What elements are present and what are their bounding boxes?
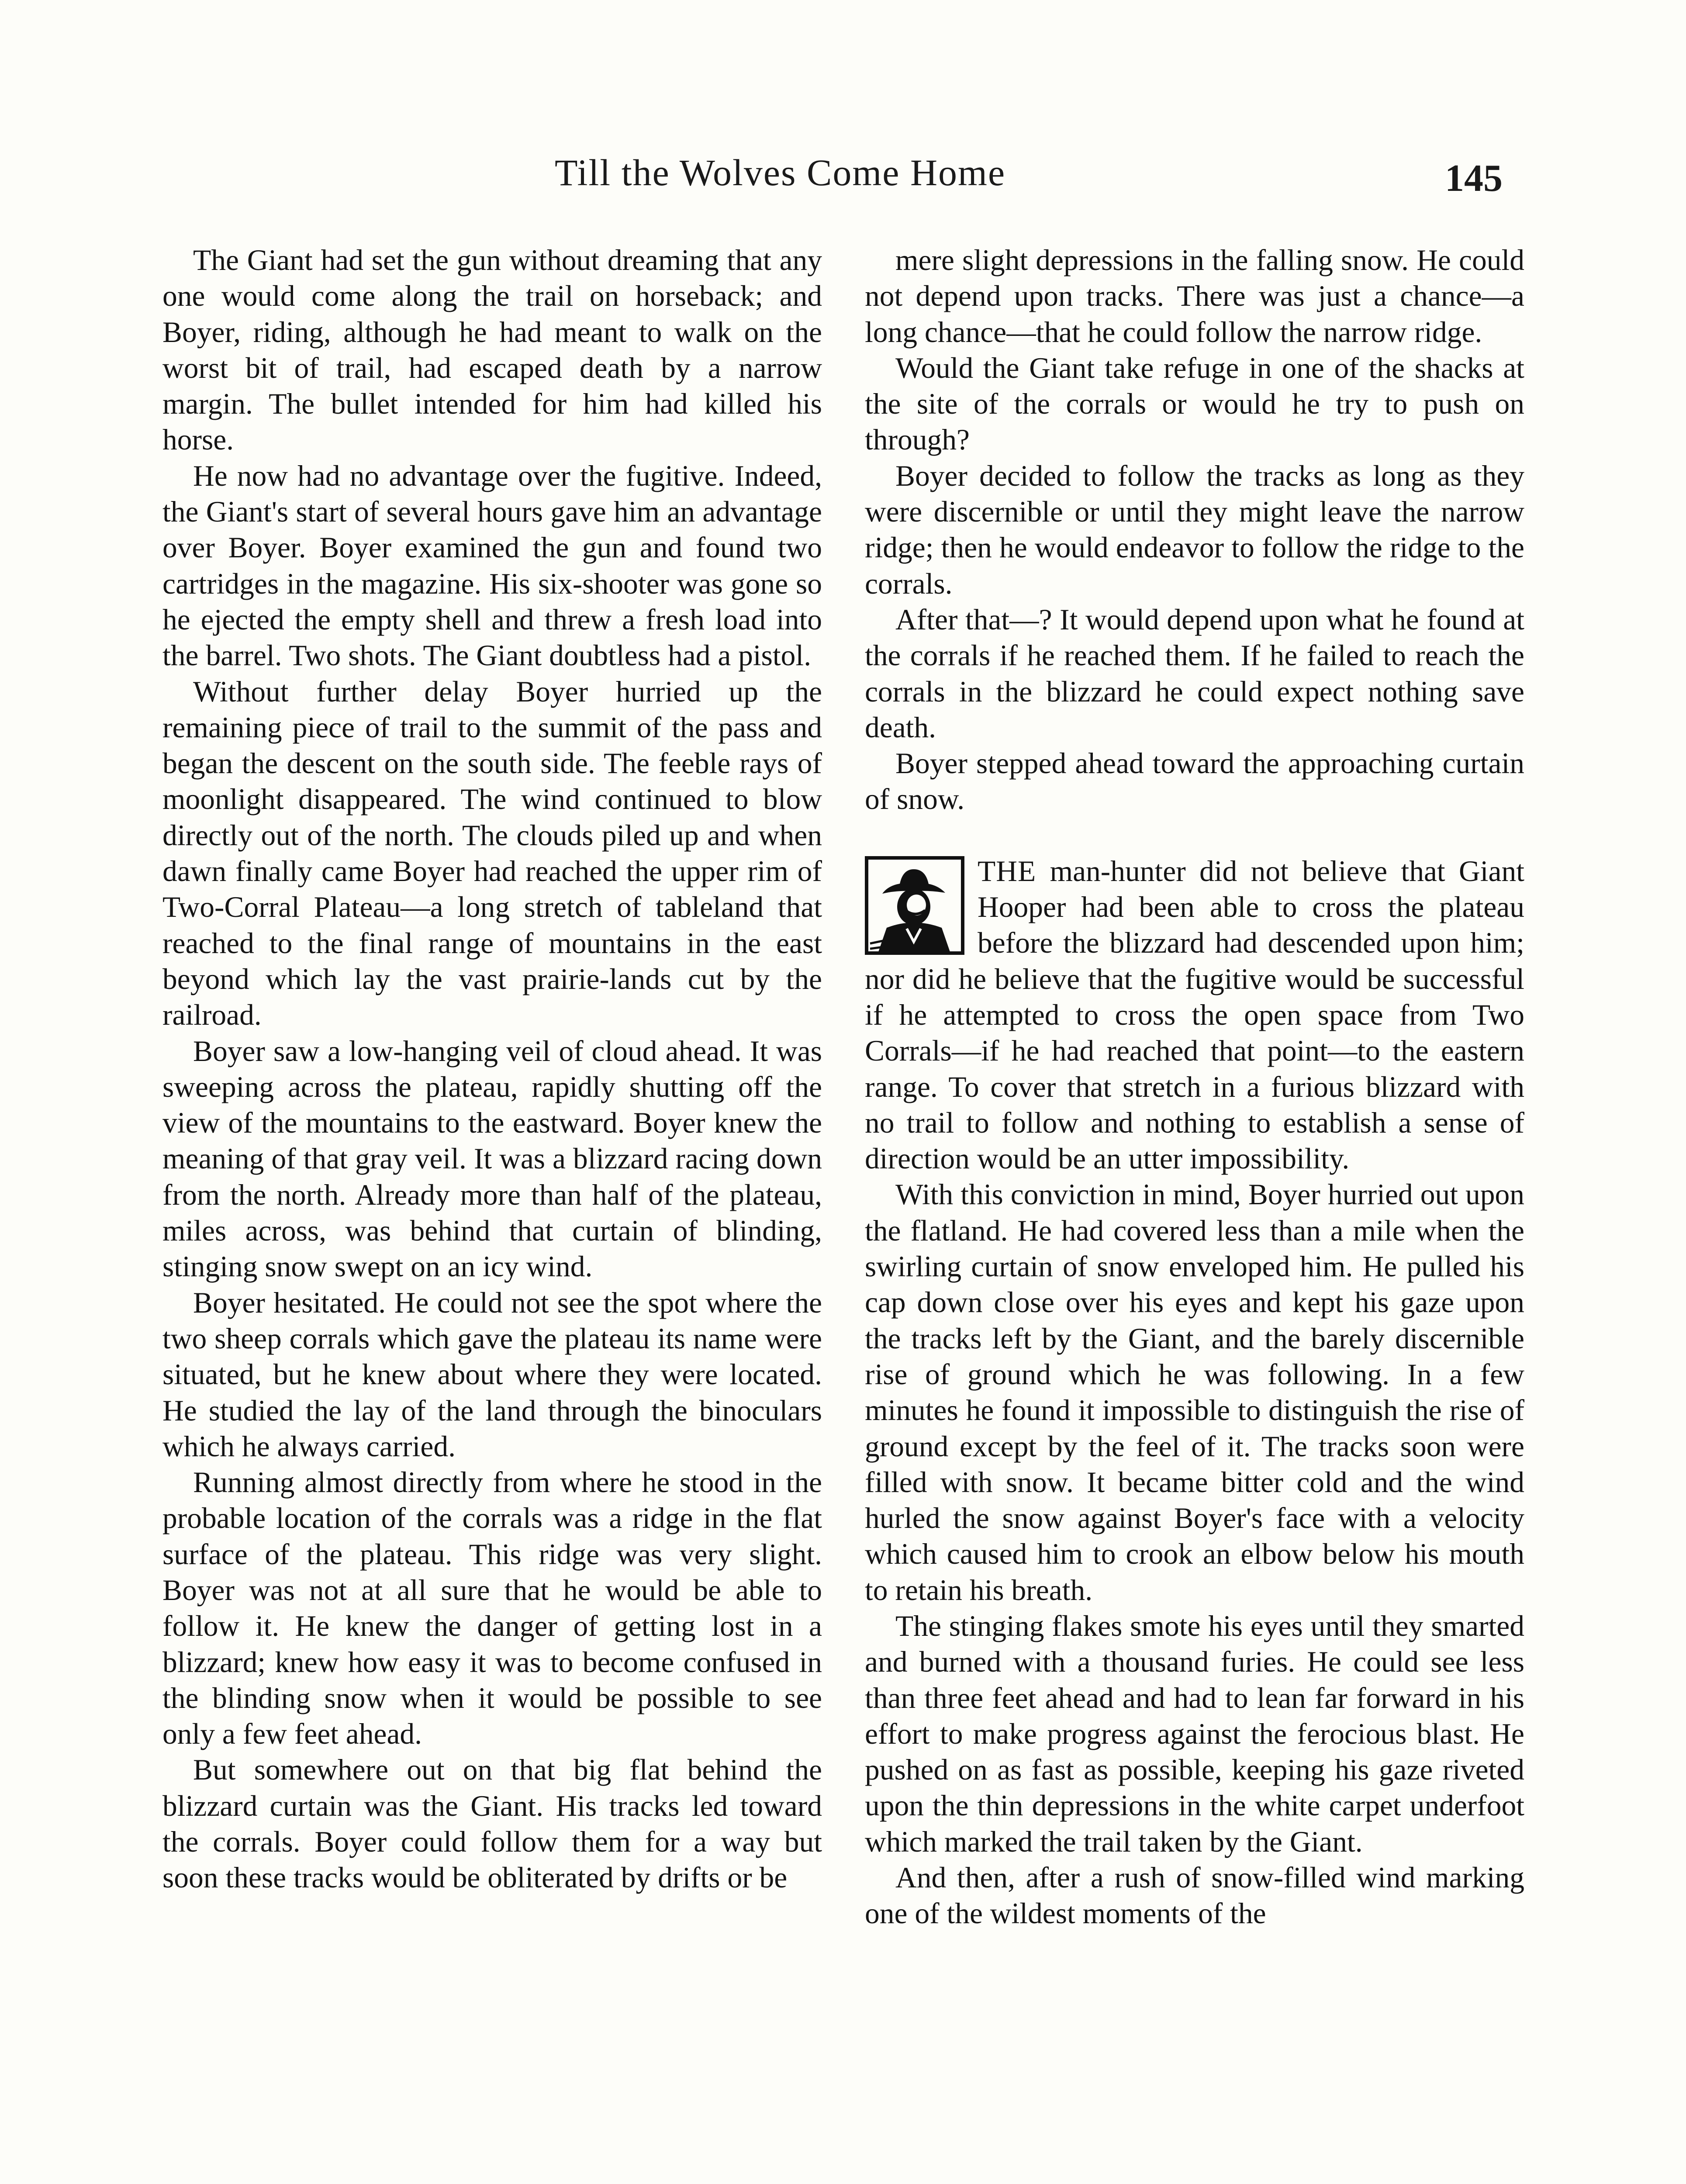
page-number: 145 bbox=[1445, 157, 1503, 200]
paragraph: Without further delay Boyer hurried up the remaining piece of trail to the summit of the pass and began the descent on the south side. The feeble rays of moonlight disappeared. The wind continued to blow directly out of the north. The clouds piled up and when dawn finally came Boyer had reached the upper rim of Two-Corral Plateau—a long stretch of tableland that reached to the final range of mountains in the east beyond which lay the vast prairie-lands cut by the railroad. bbox=[162, 675, 822, 1032]
paragraph: Boyer hesitated. He could not see the spot where the two sheep corrals which gave the plateau its name were situated, but he knew about where they were located. He studied the lay of the land through the binoculars which he always carried. bbox=[162, 1286, 822, 1463]
paragraph: After that—? It would depend upon what he found at the corrals if he reached them. If he failed to reach the corrals in the blizzard he could expect nothing save death. bbox=[865, 603, 1524, 744]
cowboy-portrait-icon bbox=[865, 856, 964, 955]
running-title: Till the Wolves Come Home bbox=[555, 152, 1006, 194]
paragraph: Boyer saw a low-hanging veil of cloud ahead. It was sweeping across the plateau, rapidly shutting off the view of the mountains to the eastward. Boyer knew the meaning of that gray veil. It was a blizzard racing down from the north. Already more than half of the plateau, miles across, was behind that curtain of blinding, stinging snow swept on an icy wind. bbox=[162, 1034, 822, 1283]
paragraph-text: man-hunter did not believe that Giant Hooper had been able to cross the plateau before the blizzard had descended upon him; nor did he believe that the fugitive would be successful if he attempted to cross the open space from Two Corrals—if he had reached that point—to the eastern range. To cover that stretch in a furious blizzard with no trail to follow and nothing to establish a sense of direction would be an utter impossibility. bbox=[865, 854, 1524, 1175]
paragraph: The stinging flakes smote his eyes until they smarted and burned with a thousand furies. He could see less than three feet ahead and had to lean far forward in his effort to make progress against the ferocious blast. He pushed on as fast as possible, keeping his gaze riveted upon the thin depressions in the white carpet underfoot which marked the trail taken by the Giant. bbox=[865, 1609, 1524, 1858]
right-text-column bbox=[865, 242, 1524, 1932]
paragraph: But somewhere out on that big flat behind the blizzard curtain was the Giant. His tracks led toward the corrals. Boyer could follow them for a way but soon these tracks would be obliterated by drifts or be bbox=[162, 1753, 822, 1894]
opening-word: THE bbox=[978, 854, 1036, 888]
paragraph: Boyer decided to follow the tracks as long as they were discernible or until they might leave the narrow ridge; then he would endeavor to follow the ridge to the corrals. bbox=[865, 459, 1524, 600]
paragraph: The Giant had set the gun without dreaming that any one would come along the trail on horseback; and Boyer, riding, although he had meant to walk on the worst bit of trail, had escaped death by a narrow margin. The bullet intended for him had killed his horse. bbox=[162, 244, 822, 456]
paragraph: Boyer stepped ahead toward the approaching curtain of snow. bbox=[865, 747, 1524, 816]
paragraph: He now had no advantage over the fugitive. Indeed, the Giant's start of several hours gave him an advantage over Boyer. Boyer examined the gun and found two cartridges in the magazine. His six-shooter was gone so he ejected the empty shell and threw a fresh load into the barrel. Two shots. The Giant doubtless had a pistol. bbox=[162, 459, 822, 672]
paragraph: Would the Giant take refuge in one of the shacks at the site of the corrals or would he try to push on through? bbox=[865, 351, 1524, 456]
left-text-column bbox=[162, 242, 822, 1896]
section-opening-paragraph bbox=[865, 854, 1524, 1177]
paragraph: mere slight depressions in the falling snow. He could not depend upon tracks. There was just a chance—a long chance—that he could follow the narrow ridge. bbox=[865, 244, 1524, 349]
paragraph: And then, after a rush of snow-filled wind marking one of the wildest moments of the bbox=[865, 1861, 1524, 1930]
paragraph: With this conviction in mind, Boyer hurried out upon the flatland. He had covered less than a mile when the swirling curtain of snow enveloped him. He pulled his cap down close over his eyes and kept his gaze upon the tracks left by the Giant, and the barely discernible rise of ground which he was following. In a few minutes he found it impossible to distinguish the rise of ground except by the feel of it. The tracks soon were filled with snow. It became bitter cold and the wind hurled the snow against Boyer's face with a velocity which caused him to crook an elbow below his mouth to retain his breath. bbox=[865, 1178, 1524, 1607]
paragraph: Running almost directly from where he stood in the probable location of the corrals was a ridge in the flat surface of the plateau. This ridge was very slight. Boyer was not at all sure that he would be able to follow it. He knew the danger of getting lost in a blizzard; knew how easy it was to become confused in the blinding snow when it would be possible to see only a few feet ahead. bbox=[162, 1466, 822, 1751]
